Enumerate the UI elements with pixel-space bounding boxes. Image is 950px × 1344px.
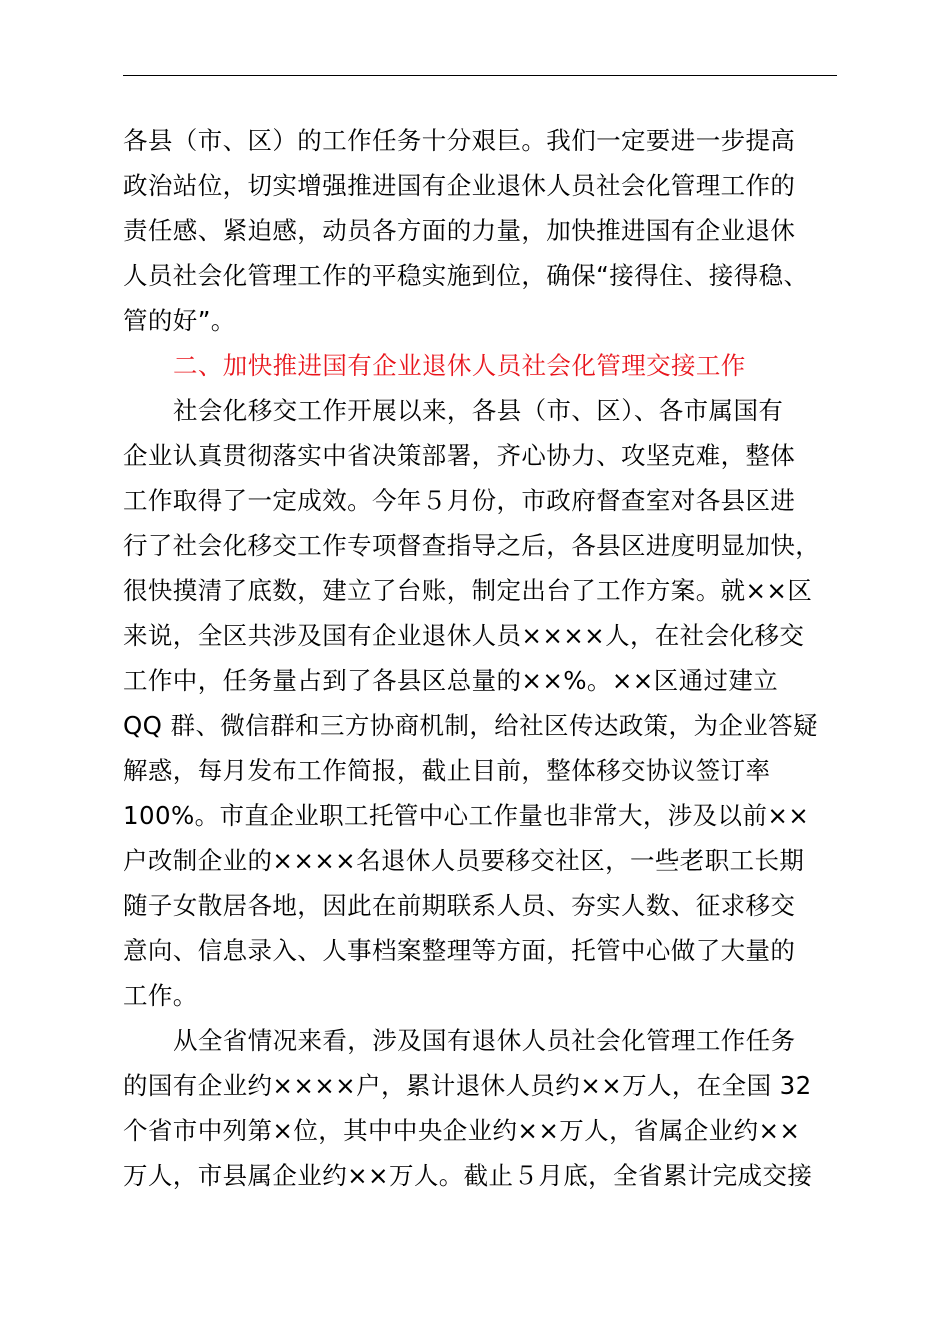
section-heading: 二、加快推进国有企业退休人员社会化管理交接工作 [173,351,746,380]
text-line: 政治站位，切实增强推进国有企业退休人员社会化管理工作的 [123,171,796,200]
text-line: 企业认真贯彻落实中省决策部署，齐心协力、攻坚克难，整体 [123,441,796,470]
text-line: 社会化移交工作开展以来，各县（市、区）、各市属国有 [173,396,784,425]
text-line: 万人，市县属企业约××万人。截止５月底，全省累计完成交接 [123,1161,813,1190]
text-line: 责任感、紧迫感，动员各方面的力量，加快推进国有企业退休 [123,216,796,245]
text-line: 很快摸清了底数，建立了台账，制定出台了工作方案。就××区 [123,576,813,605]
text-line: 从全省情况来看，涉及国有退休人员社会化管理工作任务 [173,1026,796,1055]
text-line: 100%。市直企业职工托管中心工作量也非常大，涉及以前×× [123,801,810,830]
header-rule [123,75,837,76]
text-line: 解惑，每月发布工作简报，截止目前，整体移交协议签订率 [123,756,771,785]
text-line: 各县（市、区）的工作任务十分艰巨。我们一定要进一步提高 [123,126,796,155]
text-line: 工作中，任务量占到了各县区总量的××%。××区通过建立 [123,666,779,695]
text-line: 来说，全区共涉及国有企业退休人员××××人，在社会化移交 [123,621,805,650]
text-line: 随子女散居各地，因此在前期联系人员、夯实人数、征求移交 [123,891,796,920]
text-line: 工作。 [123,981,198,1010]
text-line: 户改制企业的××××名退休人员要移交社区，一些老职工长期 [123,846,805,875]
text-line: 个省市中列第×位，其中中央企业约××万人，省属企业约×× [123,1116,801,1145]
text-line: 管的好”。 [123,306,236,335]
text-line: 人员社会化管理工作的平稳实施到位，确保“接得住、接得稳、 [123,261,809,290]
text-line: 意向、信息录入、人事档案整理等方面，托管中心做了大量的 [123,936,796,965]
text-line: 行了社会化移交工作专项督查指导之后，各县区进度明显加快， [123,531,821,560]
text-line: 的国有企业约××××户，累计退休人员约××万人，在全国 32 [123,1071,812,1100]
text-line: QQ 群、微信群和三方协商机制，给社区传达政策，为企业答疑 [123,711,818,740]
text-line: 工作取得了一定成效。今年５月份，市政府督查室对各县区进 [123,486,796,515]
